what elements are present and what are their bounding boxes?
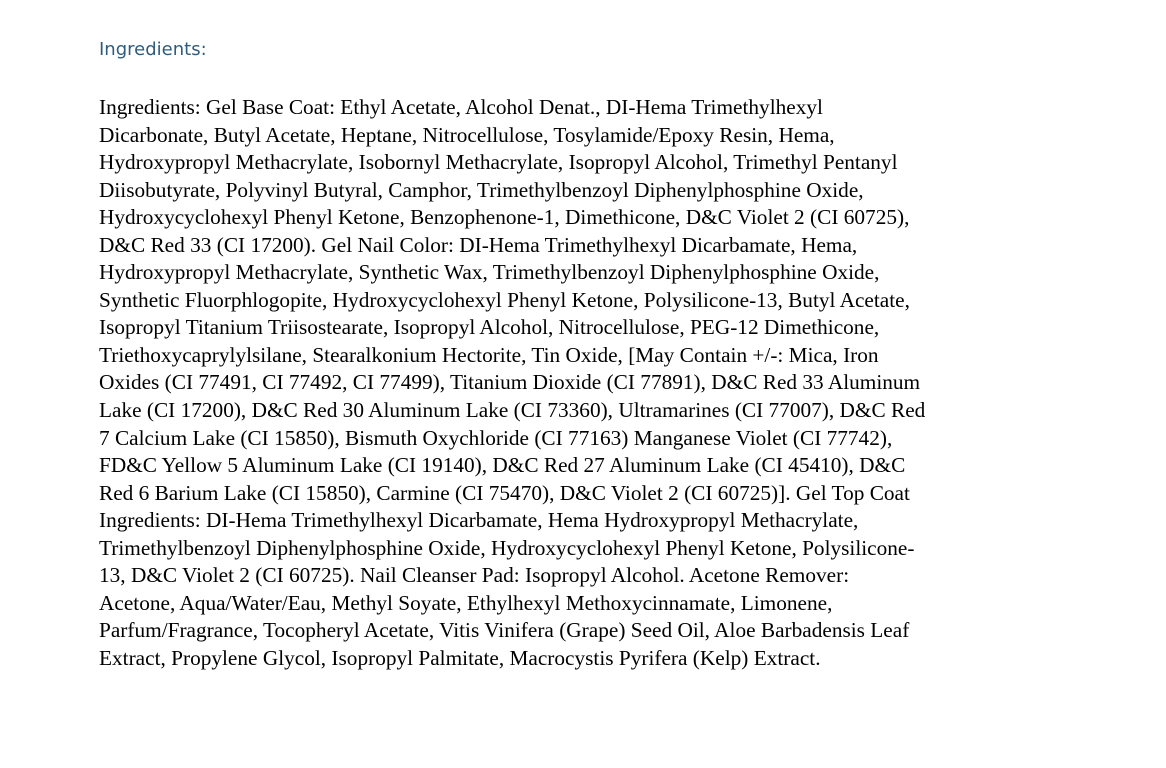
ingredients-paragraph [99, 94, 1039, 672]
ingredients-heading: Ingredients: [99, 39, 207, 60]
paragraph-line: Extract, Propylene Glycol, Isopropyl Palmitate, Macrocystis Pyrifera (Kelp) Extract. [99, 645, 821, 670]
paragraph-line: Isopropyl Titanium Triisostearate, Isopropyl Alcohol, Nitrocellulose, PEG-12 Dimethicone, [99, 315, 880, 340]
paragraph-line: Red 6 Barium Lake (CI 15850), Carmine (CI 75470), D&C Violet 2 (CI 60725)]. Gel Top Coat [99, 480, 910, 505]
paragraph-line: Oxides (CI 77491, CI 77492, CI 77499), Titanium Dioxide (CI 77891), D&C Red 33 Aluminum [99, 370, 921, 395]
paragraph-line: Trimethylbenzoyl Diphenylphosphine Oxide, Hydroxycyclohexyl Phenyl Ketone, Polysilicone- [99, 535, 915, 560]
paragraph-line: 7 Calcium Lake (CI 15850), Bismuth Oxychloride (CI 77163) Manganese Violet (CI 77742), [99, 425, 893, 450]
paragraph-line: Diisobutyrate, Polyvinyl Butyral, Camphor, Trimethylbenzoyl Diphenylphosphine Oxide, [99, 177, 864, 202]
paragraph-line: Ingredients: DI-Hema Trimethylhexyl Dicarbamate, Hema Hydroxypropyl Methacrylate, [99, 508, 859, 533]
paragraph-line: Lake (CI 17200), D&C Red 30 Aluminum Lake (CI 73360), Ultramarines (CI 77007), D&C Red [99, 398, 926, 423]
paragraph-line: Hydroxycyclohexyl Phenyl Ketone, Benzophenone-1, Dimethicone, D&C Violet 2 (CI 60725), [99, 205, 910, 230]
paragraph-line: 13, D&C Violet 2 (CI 60725). Nail Cleanser Pad: Isopropyl Alcohol. Acetone Remover: [99, 563, 850, 588]
paragraph-line: Hydroxypropyl Methacrylate, Isobornyl Methacrylate, Isopropyl Alcohol, Trimethyl Pentanyl [99, 150, 898, 175]
paragraph-line: Dicarbonate, Butyl Acetate, Heptane, Nitrocellulose, Tosylamide/Epoxy Resin, Hema, [99, 122, 835, 147]
paragraph-line: Synthetic Fluorphlogopite, Hydroxycyclohexyl Phenyl Ketone, Polysilicone-13, Butyl Acetate, [99, 287, 910, 312]
paragraph-line: D&C Red 33 (CI 17200). Gel Nail Color: DI-Hema Trimethylhexyl Dicarbamate, Hema, [99, 232, 858, 257]
paragraph-line: Ingredients: Gel Base Coat: Ethyl Acetate, Alcohol Denat., DI-Hema Trimethylhexyl [99, 95, 823, 119]
paragraph-line: Parfum/Fragrance, Tocopheryl Acetate, Vitis Vinifera (Grape) Seed Oil, Aloe Barbadensis Leaf [99, 618, 910, 643]
paragraph-line: Hydroxypropyl Methacrylate, Synthetic Wax, Trimethylbenzoyl Diphenylphosphine Oxide, [99, 260, 880, 285]
paragraph-line: Acetone, Aqua/Water/Eau, Methyl Soyate, Ethylhexyl Methoxycinnamate, Limonene, [99, 590, 833, 615]
paragraph-line: Triethoxycaprylylsilane, Stearalkonium Hectorite, Tin Oxide, [May Contain +/-: Mica, Iron [99, 342, 879, 367]
paragraph-line: FD&C Yellow 5 Aluminum Lake (CI 19140), D&C Red 27 Aluminum Lake (CI 45410), D&C [99, 453, 906, 478]
